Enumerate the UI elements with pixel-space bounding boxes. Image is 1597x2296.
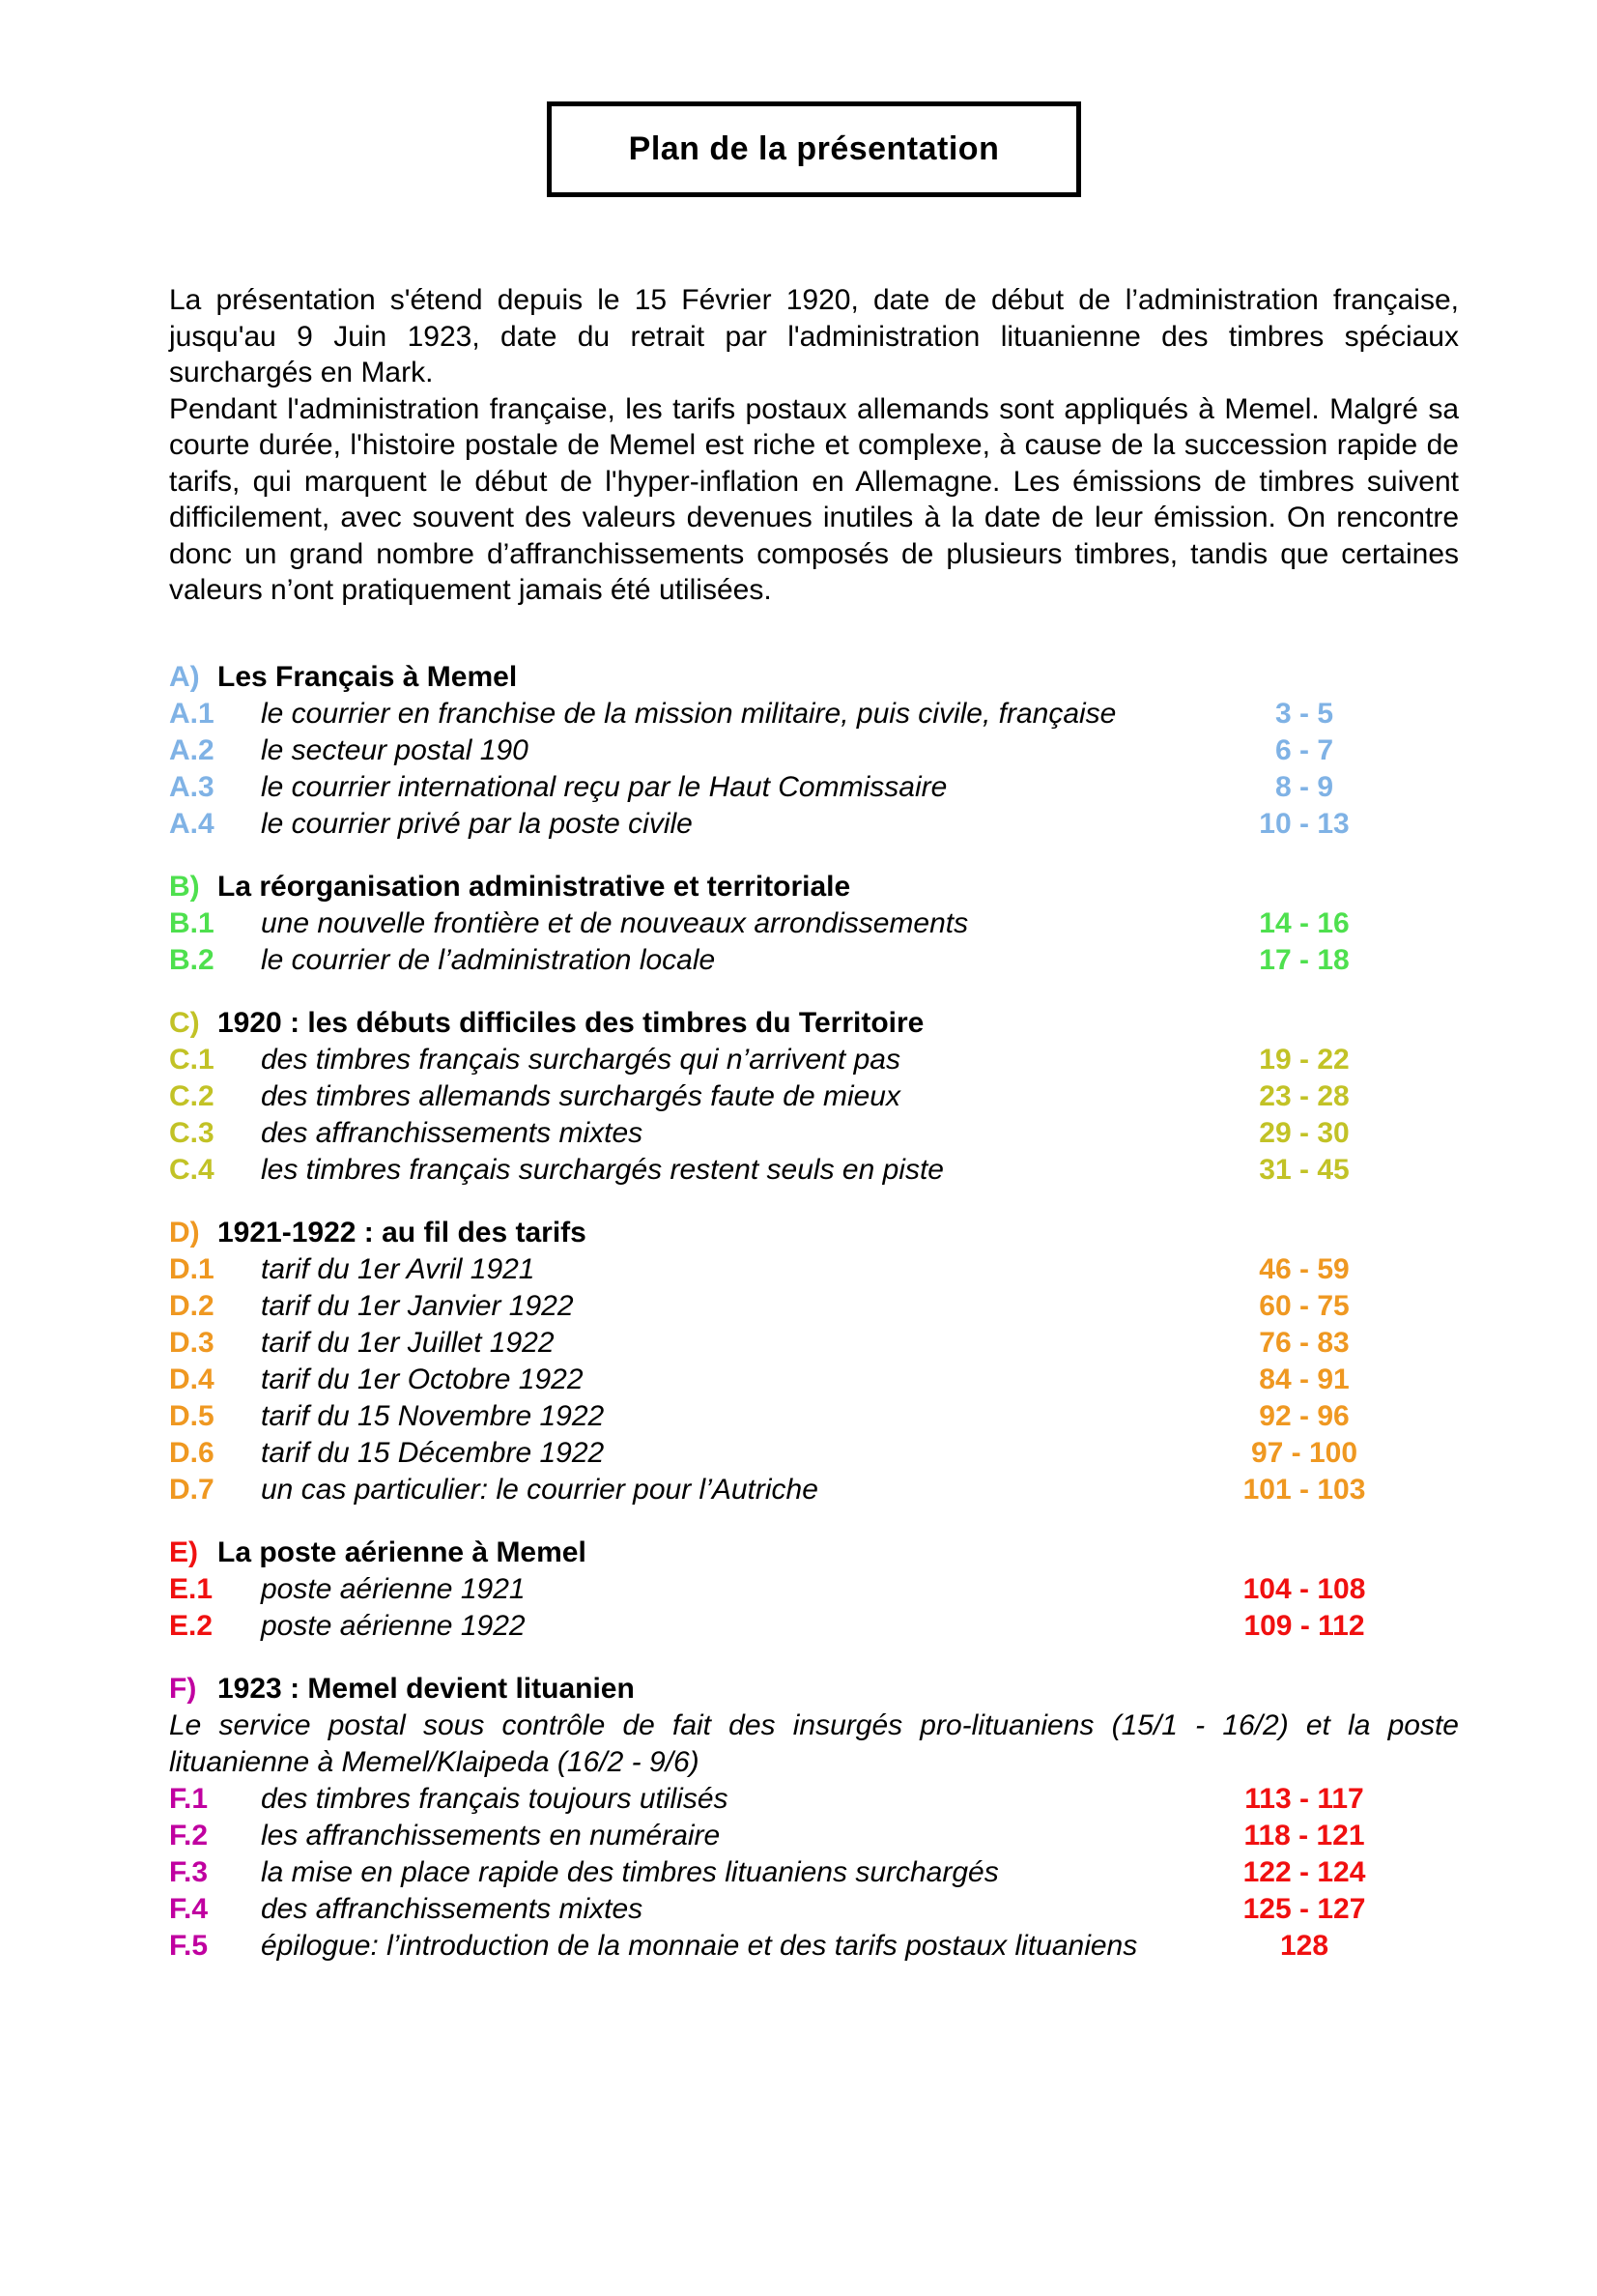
item-page-range: 60 - 75 (1259, 1289, 1350, 1322)
item-label: E.1 (169, 1572, 214, 1605)
section-label: A) (169, 660, 200, 693)
item-page-range: 92 - 96 (1259, 1399, 1350, 1432)
section-title: 1923 : Memel devient lituanien (217, 1672, 635, 1705)
item-page-range: 84 - 91 (1259, 1363, 1350, 1395)
item-label: A.1 (169, 697, 214, 730)
item-title: les affranchissements en numéraire (261, 1819, 721, 1851)
toc-item (169, 732, 1459, 769)
toc-item (169, 1251, 1459, 1288)
item-label: C.1 (169, 1043, 214, 1076)
item-label: D.2 (169, 1289, 214, 1322)
item-title: tarif du 15 Novembre 1922 (261, 1399, 605, 1432)
item-page-range: 104 - 108 (1242, 1572, 1366, 1605)
item-title: des timbres français surchargés qui n’arrivent pas (261, 1043, 900, 1076)
toc-section-c (169, 1005, 1459, 1189)
toc-item (169, 806, 1459, 843)
item-title: épilogue: l’introduction de la monnaie et des tarifs postaux lituaniens (261, 1929, 1138, 1962)
item-label: D.1 (169, 1252, 214, 1285)
item-page-range: 97 - 100 (1250, 1436, 1358, 1469)
section-label: F) (169, 1672, 197, 1705)
intro-paragraph-2: Pendant l'administration française, les tarifs postaux allemands sont appliqués à Memel. Malgré sa courte durée, l'histoire postale de Memel est riche et complexe, à cause de la succession rapide de tarifs, qui marquent le début de l'hyper-inflation en Allemagne. Les émissions de timbres suivent difficilement, avec souvent des valeurs devenues inutiles à la date de leur émission. On rencontre donc un grand nombre d’affranchissements composés de plusieurs timbres, tandis que certaines valeurs n’ont pratiquement jamais été utilisées. (169, 392, 1459, 606)
toc-item (169, 1042, 1459, 1078)
item-label: D.5 (169, 1399, 214, 1432)
item-page-range: 113 - 117 (1244, 1782, 1364, 1815)
toc-item (169, 769, 1459, 806)
toc-item (169, 1435, 1459, 1472)
section-header (169, 659, 1459, 696)
toc-item (169, 696, 1459, 732)
item-label: A.3 (169, 770, 214, 803)
section-label: C) (169, 1006, 200, 1039)
item-page-range: 17 - 18 (1259, 943, 1350, 976)
section-label: B) (169, 870, 200, 903)
toc-item (169, 1078, 1459, 1115)
item-title: le courrier privé par la poste civile (261, 807, 693, 840)
item-title: le courrier de l’administration locale (261, 943, 716, 976)
section-header (169, 1535, 1459, 1571)
item-title: le courrier international reçu par le Haut Commissaire (261, 770, 948, 803)
toc-item (169, 942, 1459, 979)
item-page-range: 101 - 103 (1242, 1473, 1366, 1506)
item-title: tarif du 1er Juillet 1922 (261, 1326, 555, 1359)
item-title: tarif du 15 Décembre 1922 (261, 1436, 605, 1469)
item-title: les timbres français surchargés restent seuls en piste (261, 1153, 944, 1186)
section-header (169, 1215, 1459, 1251)
item-label: F.5 (169, 1929, 209, 1962)
section-header (169, 1671, 1459, 1708)
page-title: Plan de la présentation (628, 130, 1000, 167)
document-page (0, 101, 1597, 2296)
item-title: le secteur postal 190 (261, 733, 528, 766)
item-page-range: 23 - 28 (1259, 1079, 1350, 1112)
item-label: D.3 (169, 1326, 214, 1359)
item-page-range: 6 - 7 (1274, 733, 1334, 766)
toc-item (169, 1362, 1459, 1398)
item-label: F.3 (169, 1855, 209, 1888)
section-title: 1920 : les débuts difficiles des timbres du Territoire (217, 1006, 925, 1039)
item-page-range: 31 - 45 (1259, 1153, 1350, 1186)
toc-item (169, 1891, 1459, 1928)
section-header (169, 869, 1459, 905)
item-label: B.2 (169, 943, 214, 976)
item-page-range: 76 - 83 (1259, 1326, 1350, 1359)
item-page-range: 10 - 13 (1259, 807, 1350, 840)
toc-item (169, 1854, 1459, 1891)
section-title: La poste aérienne à Memel (217, 1535, 586, 1568)
item-label: F.2 (169, 1819, 209, 1851)
item-label: C.4 (169, 1153, 214, 1186)
item-title: un cas particulier: le courrier pour l’Autriche (261, 1473, 818, 1506)
item-page-range: 14 - 16 (1259, 906, 1350, 939)
toc-section-a (169, 659, 1459, 843)
toc-item (169, 1818, 1459, 1854)
item-page-range: 46 - 59 (1259, 1252, 1350, 1285)
section-title: La réorganisation administrative et territoriale (217, 870, 851, 903)
item-page-range: 109 - 112 (1243, 1609, 1365, 1642)
item-label: D.4 (169, 1363, 214, 1395)
table-of-contents (169, 659, 1459, 1965)
section-title: 1921-1922 : au fil des tarifs (217, 1216, 586, 1248)
toc-item (169, 1928, 1459, 1965)
toc-section-f (169, 1671, 1459, 1965)
item-title: une nouvelle frontière et de nouveaux arrondissements (261, 906, 969, 939)
item-title: le courrier en franchise de la mission militaire, puis civile, française (261, 697, 1117, 730)
toc-section-d (169, 1215, 1459, 1508)
toc-section-e (169, 1535, 1459, 1645)
item-page-range: 118 - 121 (1243, 1819, 1365, 1851)
item-page-range: 8 - 9 (1274, 770, 1334, 803)
toc-item (169, 1152, 1459, 1189)
item-label: F.1 (169, 1782, 209, 1815)
toc-item (169, 905, 1459, 942)
item-title: des timbres français toujours utilisés (261, 1782, 728, 1815)
toc-item (169, 1288, 1459, 1325)
item-title: des affranchissements mixtes (261, 1892, 643, 1925)
item-page-range: 128 (1279, 1929, 1329, 1962)
item-title: poste aérienne 1922 (261, 1609, 526, 1642)
section-note: Le service postal sous contrôle de fait des insurgés pro-lituaniens (15/1 - 16/2) et la poste lituanienne à Memel/Klaipeda (16/2 - 9/6) (169, 1708, 1459, 1778)
item-label: D.7 (169, 1473, 214, 1506)
item-title: tarif du 1er Janvier 1922 (261, 1289, 574, 1322)
toc-item (169, 1398, 1459, 1435)
item-label: E.2 (169, 1609, 214, 1642)
toc-item (169, 1115, 1459, 1152)
item-page-range: 3 - 5 (1274, 697, 1334, 730)
toc-item (169, 1325, 1459, 1362)
item-title: des timbres allemands surchargés faute de mieux (261, 1079, 900, 1112)
item-label: F.4 (169, 1892, 209, 1925)
item-label: D.6 (169, 1436, 214, 1469)
title-box (547, 101, 1081, 197)
item-page-range: 19 - 22 (1259, 1043, 1350, 1076)
item-title: tarif du 1er Octobre 1922 (261, 1363, 584, 1395)
item-title: des affranchissements mixtes (261, 1116, 643, 1149)
toc-item (169, 1608, 1459, 1645)
item-title: la mise en place rapide des timbres lituaniens surchargés (261, 1855, 999, 1888)
toc-item (169, 1571, 1459, 1608)
toc-section-b (169, 869, 1459, 979)
item-label: B.1 (169, 906, 214, 939)
toc-item (169, 1781, 1459, 1818)
item-label: C.2 (169, 1079, 214, 1112)
section-title: Les Français à Memel (217, 660, 518, 693)
toc-item (169, 1472, 1459, 1508)
item-label: A.2 (169, 733, 214, 766)
item-page-range: 122 - 124 (1242, 1855, 1366, 1888)
item-label: A.4 (169, 807, 214, 840)
item-page-range: 29 - 30 (1259, 1116, 1350, 1149)
item-title: tarif du 1er Avril 1921 (261, 1252, 535, 1285)
section-header (169, 1005, 1459, 1042)
section-label: E) (169, 1535, 198, 1568)
intro-paragraph-1: La présentation s'étend depuis le 15 Février 1920, date de début de l’administration française, jusqu'au 9 Juin 1923, date du retrait par l'administration lituanienne des timbres spéciaux surchargés en Mark. (169, 284, 1459, 388)
item-title: poste aérienne 1921 (261, 1572, 526, 1605)
section-label: D) (169, 1216, 200, 1248)
item-page-range: 125 - 127 (1242, 1892, 1366, 1925)
item-label: C.3 (169, 1116, 214, 1149)
